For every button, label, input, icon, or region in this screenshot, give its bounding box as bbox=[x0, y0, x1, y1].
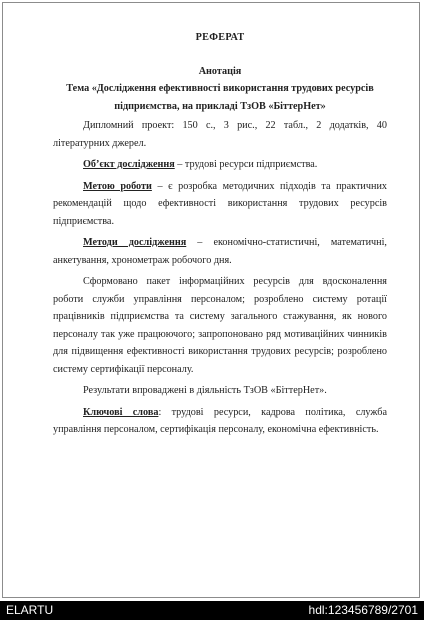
methods-label: Методи дослідження bbox=[83, 237, 187, 248]
annotation-heading: Анотація bbox=[198, 65, 242, 77]
aim-label: Метою роботи bbox=[83, 180, 152, 192]
handle-identifier: hdl:123456789/2701 bbox=[308, 603, 418, 617]
document-page bbox=[2, 2, 420, 598]
implementation-paragraph: Результати впроваджені в діяльність ТзОВ «БіттерНет». bbox=[83, 385, 327, 396]
aim-text: – є розробка методичних підходів та практичних рекомендацій щодо ефективності використання трудових ресурсів підприємства. bbox=[53, 180, 387, 227]
keywords-label: Ключові слова bbox=[83, 406, 159, 418]
results-paragraph: Сформовано пакет інформаційних ресурсів для вдосконалення роботи служби управління персоналом; розроблено систему ротації працівників підприємства та систему загального стажування, як нового персоналу так уже працюючого; запропоновано ряд мотиваційних чинників для підвищення ефективності використання трудових ресурсів; розроблено систему сертифікації персоналу. bbox=[53, 276, 387, 375]
keywords-paragraph bbox=[53, 404, 387, 439]
stats-paragraph: Дипломний проект: 150 с., 3 рис., 22 табл., 2 додатків, 40 літературних джерел. bbox=[53, 120, 387, 149]
repository-name: ELARTU bbox=[6, 603, 54, 617]
object-paragraph bbox=[53, 156, 387, 174]
aim-paragraph bbox=[53, 178, 387, 231]
object-label: Об’єкт дослідження bbox=[83, 159, 175, 170]
document-content bbox=[53, 29, 387, 443]
methods-paragraph bbox=[53, 234, 387, 269]
object-text: – трудові ресурси підприємства. bbox=[174, 159, 318, 170]
keywords-text: : трудові ресурси, кадрова політика, служба управління персоналом, сертифікація персоналу, економічна ефективність. bbox=[53, 406, 387, 435]
methods-text: – економічно-статистичні, математичні, анкетування, хронометраж робочого дня. bbox=[53, 237, 387, 266]
repository-footer-bar bbox=[0, 601, 424, 620]
theme-heading: Тема «Дослідження ефективності використання трудових ресурсів підприємства, на прикладі ТзОВ «БіттерНет» bbox=[66, 83, 374, 112]
document-title: РЕФЕРАТ bbox=[195, 32, 245, 43]
